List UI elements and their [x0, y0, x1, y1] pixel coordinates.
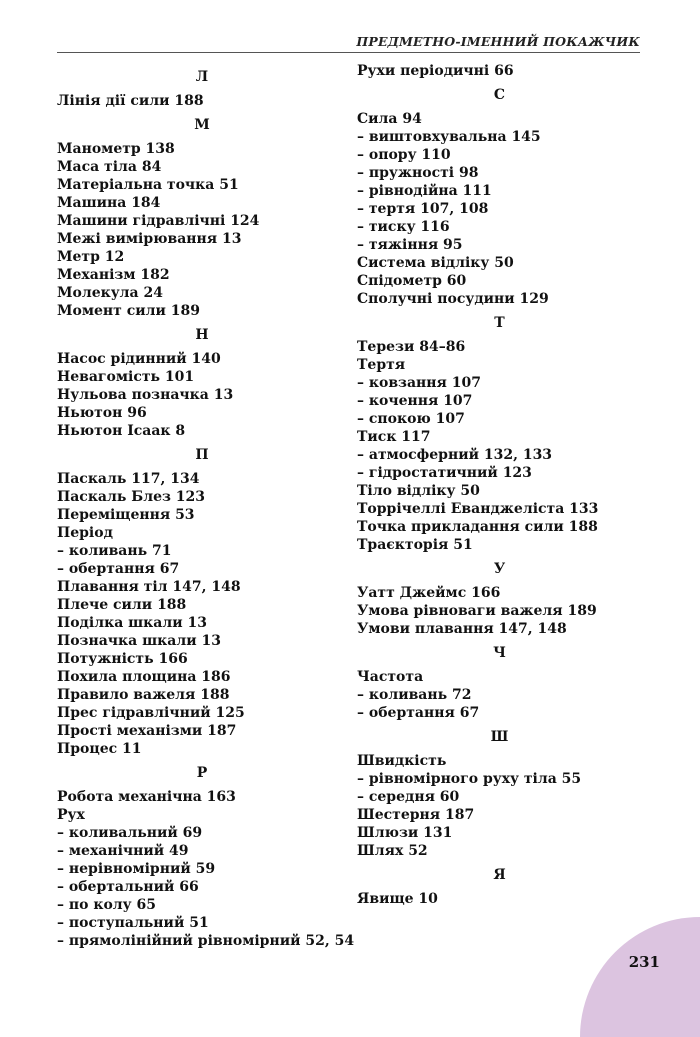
index-entry: Робота механічна 163 — [57, 789, 236, 805]
index-entry: Потужність 166 — [57, 651, 188, 667]
index-entry: Частота — [357, 669, 424, 685]
index-entry: Невагомість 101 — [57, 369, 195, 385]
index-entry: Швидкість — [357, 753, 447, 769]
index-entry: – прямолінійний рівномірний 52, 54 — [57, 933, 355, 949]
index-entry: Матеріальна точка 51 — [57, 177, 239, 193]
index-entry: Позначка шкали 13 — [57, 633, 221, 649]
index-entry: Тіло відліку 50 — [357, 483, 480, 499]
index-entry: – механічний 49 — [57, 843, 189, 859]
index-entry: Тертя — [357, 357, 406, 373]
index-entry: Похила площина 186 — [57, 669, 231, 685]
index-entry: Машина 184 — [57, 195, 161, 211]
index-entry: Торрічеллі Еванджеліста 133 — [357, 501, 599, 517]
index-entry: Метр 12 — [57, 249, 125, 265]
index-group — [357, 866, 642, 908]
index-letter-heading: У — [493, 561, 506, 577]
index-entry: Рух — [57, 807, 85, 823]
index-entry: – обертання 67 — [57, 561, 180, 577]
running-header: ПРЕДМЕТНО-ІМЕННИЙ ПОКАЖЧИК — [356, 34, 640, 49]
header-rule — [57, 52, 640, 53]
index-entry: – гідростатичний 123 — [357, 465, 532, 481]
index-entry: Система відліку 50 — [357, 255, 514, 271]
index-entry: Процес 11 — [57, 741, 142, 757]
index-entry: Момент сили 189 — [57, 303, 200, 319]
index-entry: – обертання 67 — [357, 705, 480, 721]
index-entry: Механізм 182 — [57, 267, 170, 283]
index-entry: Шестерня 187 — [357, 807, 475, 823]
index-entry: Поділка шкали 13 — [57, 615, 207, 631]
index-entry: – пружності 98 — [357, 165, 479, 181]
index-entry: Нульова позначка 13 — [57, 387, 234, 403]
index-entry: Паскаль Блез 123 — [57, 489, 206, 505]
index-entry: Траєкторія 51 — [357, 537, 473, 553]
index-entry: Терези 84–86 — [357, 339, 466, 355]
index-entry: – спокою 107 — [357, 411, 465, 427]
index-entry: – коливальний 69 — [57, 825, 203, 841]
index-entry: Умова рівноваги важеля 189 — [357, 603, 597, 619]
index-entry: – рівнодійна 111 — [357, 183, 492, 199]
index-group — [57, 764, 355, 950]
index-entry: – тяжіння 95 — [357, 237, 463, 253]
index-group — [357, 644, 642, 722]
index-entry: Точка прикладання сили 188 — [357, 519, 598, 535]
index-entry: Період — [57, 525, 113, 541]
index-entry: – поступальний 51 — [57, 915, 209, 931]
index-entry: – середня 60 — [357, 789, 460, 805]
index-letter-heading: Ш — [490, 729, 509, 745]
index-entry: Сила 94 — [357, 111, 422, 127]
index-entry: Уатт Джеймс 166 — [357, 585, 501, 601]
index-entry: Манометр 138 — [57, 141, 175, 157]
index-entry: Межі вимірювання 13 — [57, 231, 242, 247]
index-letter-heading: Н — [195, 327, 209, 343]
index-group — [357, 314, 642, 554]
index-entry: – кочення 107 — [357, 393, 473, 409]
index-letter-heading: Л — [195, 69, 209, 85]
index-letter-heading: Я — [493, 867, 506, 883]
index-entry: Сполучні посудини 129 — [357, 291, 549, 307]
index-entry: Молекула 24 — [57, 285, 163, 301]
index-entry: Спідометр 60 — [357, 273, 467, 289]
index-entry: Маса тіла 84 — [57, 159, 162, 175]
index-entry: Правило важеля 188 — [57, 687, 230, 703]
index-column-right — [357, 62, 642, 908]
index-group — [357, 86, 642, 308]
index-letter-heading: Ч — [493, 645, 506, 661]
index-entry: – ковзання 107 — [357, 375, 481, 391]
index-entry: – опору 110 — [357, 147, 451, 163]
index-group — [357, 62, 642, 80]
index-group — [357, 560, 642, 638]
corner-decoration — [580, 917, 700, 1037]
index-entry: Шлях 52 — [357, 843, 428, 859]
index-entry: Паскаль 117, 134 — [57, 471, 200, 487]
index-group — [57, 68, 347, 110]
index-entry: Плавання тіл 147, 148 — [57, 579, 241, 595]
index-group — [357, 728, 642, 860]
index-entry: Прес гідравлічний 125 — [57, 705, 245, 721]
index-entry: Явище 10 — [357, 891, 438, 907]
index-entry: – коливань 72 — [357, 687, 472, 703]
index-entry: Шлюзи 131 — [357, 825, 453, 841]
index-column-left — [57, 62, 355, 950]
index-entry: Переміщення 53 — [57, 507, 195, 523]
index-entry: Рухи періодичні 66 — [357, 63, 514, 79]
index-entry: – по колу 65 — [57, 897, 156, 913]
index-entry: – тиску 116 — [357, 219, 450, 235]
index-group — [57, 326, 347, 440]
index-entry: – тертя 107, 108 — [357, 201, 489, 217]
index-entry: Тиск 117 — [357, 429, 431, 445]
index-group — [57, 446, 347, 758]
page-number: 231 — [628, 953, 660, 971]
index-entry: – коливань 71 — [57, 543, 172, 559]
index-entry: Машини гідравлічні 124 — [57, 213, 260, 229]
index-entry: – обертальний 66 — [57, 879, 199, 895]
index-letter-heading: П — [195, 447, 209, 463]
index-entry: – рівномірного руху тіла 55 — [357, 771, 582, 787]
index-entry: – атмосферний 132, 133 — [357, 447, 553, 463]
index-entry: Ньютон Ісаак 8 — [57, 423, 186, 439]
index-entry: Лінія дії сили 188 — [57, 93, 204, 109]
index-letter-heading: Р — [196, 765, 208, 781]
index-letter-heading: С — [493, 87, 506, 103]
index-entry: Насос рідинний 140 — [57, 351, 221, 367]
index-entry: Умови плавання 147, 148 — [357, 621, 567, 637]
index-entry: Плече сили 188 — [57, 597, 187, 613]
index-letter-heading: Т — [494, 315, 505, 331]
index-entry: Ньютон 96 — [57, 405, 147, 421]
index-letter-heading: М — [194, 117, 210, 133]
index-entry: – виштовхувальна 145 — [357, 129, 541, 145]
index-entry: – нерівномірний 59 — [57, 861, 216, 877]
index-entry: Прості механізми 187 — [57, 723, 237, 739]
index-group — [57, 116, 347, 320]
